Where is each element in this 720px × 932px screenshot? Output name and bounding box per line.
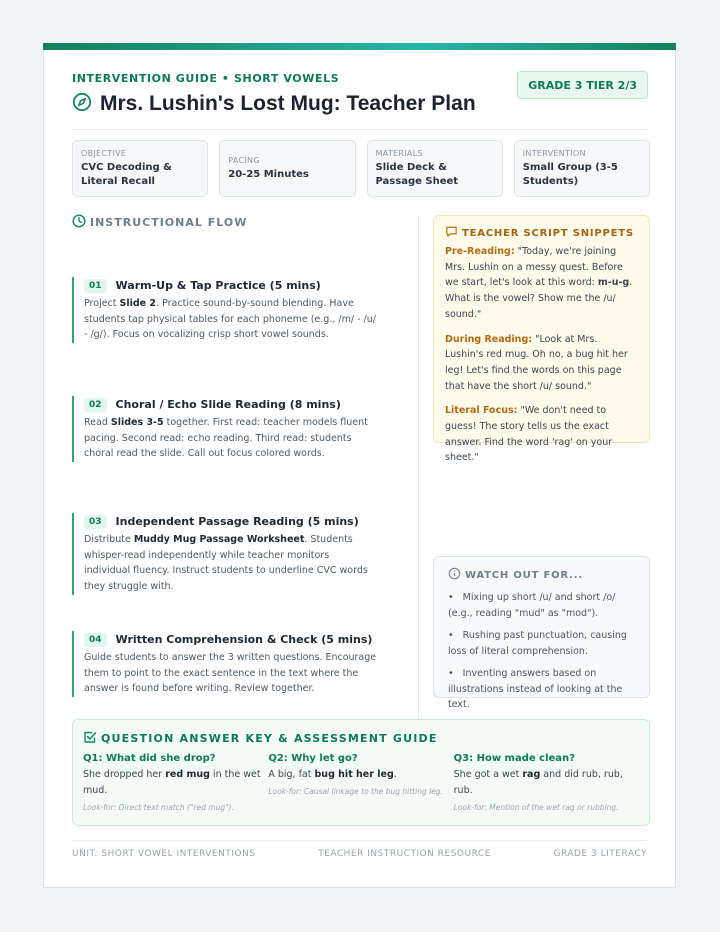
step-body: Project Slide 2. Practice sound-by-sound blending. Have students tap physical tables for each phoneme (e.g., /m/ - /u/ - /g/). Focus on vocalizing crisp short vowel sounds. — [84, 298, 376, 341]
step-number: 01 — [84, 279, 107, 293]
header-kicker: INTERVENTION GUIDE • SHORT VOWELS — [72, 72, 340, 85]
answer-key-item — [268, 753, 453, 812]
watch-item: • Inventing answers based on illustrations instead of looking at the text. — [448, 668, 623, 710]
watch-out-box — [433, 556, 650, 710]
meta-cards — [72, 140, 650, 197]
instructional-flow-heading — [72, 214, 247, 231]
snippet-label: Pre-Reading: — [445, 246, 515, 257]
step-title: Choral / Echo Slide Reading (8 mins) — [115, 398, 341, 411]
emphasis-text: bug hit her leg — [314, 769, 394, 780]
snippet-text: "Today, we're joining Mrs. Lushin on a messy quest. Before we start, let's look at this word: m-u-g. What is the vowel? Show me the /u/ sound." — [445, 246, 633, 320]
step-body: Distribute Muddy Mug Passage Worksheet. Students whisper-read independently while teacher monitors individual fluency. Instruct students to underline CVC words they struggle with. — [84, 534, 368, 593]
meta-card-objective — [72, 140, 208, 197]
snippet-text: "Look at Mrs. Lushin's red mug. Oh no, a bug hit her leg! Let's find the words on this page that have the short /u/ sound." — [445, 333, 628, 392]
grade-badge: GRADE 3 TIER 2/3 — [517, 71, 648, 99]
step-number: 02 — [84, 398, 107, 412]
look-for-note: Look-for: Causal linkage to the bug hitting leg. — [268, 787, 443, 796]
step-title: Independent Passage Reading (5 mins) — [115, 515, 359, 528]
question: Q2: Why let go? — [268, 753, 358, 764]
meta-label: MATERIALS — [375, 148, 423, 158]
meta-label: PACING — [228, 155, 260, 165]
chat-icon — [445, 225, 462, 241]
column-divider — [418, 216, 419, 736]
meta-label: OBJECTIVE — [81, 148, 127, 158]
answer: A big, fat bug hit her leg. — [268, 769, 397, 780]
step-header — [84, 513, 377, 530]
meta-label: INTERVENTION — [522, 148, 586, 158]
step-number: 04 — [84, 633, 107, 647]
answer: She dropped her red mug in the wet mud. — [83, 769, 261, 796]
emphasis-text: m-u-g — [597, 277, 630, 289]
watch-item-text: Mixing up short /u/ and short /o/ (e.g., reading "mud" as "mod"). — [448, 592, 616, 619]
footer-center: TEACHER INSTRUCTION RESOURCE — [318, 849, 491, 859]
header-divider — [72, 129, 647, 130]
step-body: Read Slides 3-5 together. First read: teacher models fluent pacing. Second read: echo reading. Third read: students choral read the slide. Call out focus colored words. — [84, 417, 368, 460]
emphasis-text: red mug — [165, 769, 210, 780]
snippet-label: Literal Focus: — [445, 405, 518, 417]
meta-value: Small Group (3-5 Students) — [522, 161, 618, 187]
meta-card-materials — [367, 140, 503, 197]
step-title: Warm-Up & Tap Practice (5 mins) — [115, 279, 321, 292]
watch-item-text: Inventing answers based on illustrations instead of looking at the text. — [448, 668, 623, 710]
info-icon — [448, 567, 465, 583]
title-row — [72, 92, 476, 116]
answer-key-row — [83, 753, 639, 812]
flow-step — [72, 631, 377, 697]
emphasis-text: Muddy Mug Passage Worksheet — [133, 534, 305, 545]
watch-heading — [448, 567, 635, 583]
section-title: INSTRUCTIONAL FLOW — [90, 216, 248, 229]
answer-key-heading — [83, 730, 639, 747]
section-title: WATCH OUT FOR... — [465, 569, 583, 581]
step-number: 03 — [84, 515, 107, 529]
question: Q3: How made clean? — [453, 753, 575, 764]
flow-step — [72, 396, 377, 462]
snippet-text: "We don't need to guess! The story tells us the exact answer. Find the word 'rag' on your sheet." — [445, 405, 613, 464]
step-title: Written Comprehension & Check (5 mins) — [115, 633, 373, 646]
step-header — [84, 396, 377, 413]
script-snippet — [445, 332, 638, 395]
accent-bar — [43, 43, 676, 50]
answer-key-item — [83, 753, 268, 812]
meta-value: 20-25 Minutes — [228, 168, 309, 180]
emphasis-text: Slides 3-5 — [110, 417, 164, 428]
script-snippet — [445, 403, 638, 466]
section-title: QUESTION ANSWER KEY & ASSESSMENT GUIDE — [101, 732, 438, 745]
meta-value: Slide Deck & Passage Sheet — [375, 161, 459, 187]
step-body: Guide students to answer the 3 written questions. Encourage them to point to the exact sentence in the text where the answer is found before writing. Review together. — [84, 652, 377, 695]
watch-item: • Rushing past punctuation, causing loss of literal comprehension. — [448, 630, 627, 657]
teacher-script-box — [433, 215, 650, 464]
compass-icon — [72, 92, 92, 116]
footer-right: GRADE 3 LITERACY — [553, 849, 647, 859]
checkbox-icon — [83, 730, 101, 747]
answer-key-item — [454, 753, 639, 812]
snippet-label: During Reading: — [445, 333, 533, 345]
watch-item: • Mixing up short /u/ and short /o/ (e.g., reading "mud" as "mod"). — [448, 592, 616, 619]
meta-card-intervention — [514, 140, 650, 197]
step-header — [84, 631, 377, 648]
lesson-plan-page — [43, 43, 676, 888]
footer-left: UNIT: SHORT VOWEL INTERVENTIONS — [72, 849, 256, 859]
look-for-note: Look-for: Direct text match ("red mug"). — [83, 803, 234, 812]
question: Q1: What did she drop? — [83, 753, 216, 764]
meta-value: CVC Decoding & Literal Recall — [81, 161, 172, 187]
flow-step — [72, 513, 377, 595]
answer-key-box — [72, 719, 650, 826]
meta-card-pacing — [219, 140, 355, 197]
script-snippet — [445, 244, 638, 323]
clock-icon — [72, 214, 90, 231]
page-footer — [72, 840, 647, 859]
page-title: Mrs. Lushin's Lost Mug: Teacher Plan — [100, 92, 476, 115]
watch-item-text: Rushing past punctuation, causing loss of literal comprehension. — [448, 630, 627, 657]
look-for-note: Look-for: Mention of the wet rag or rubbing. — [453, 803, 619, 812]
emphasis-text: Slide 2 — [119, 298, 157, 309]
script-heading — [445, 225, 638, 241]
section-title: TEACHER SCRIPT SNIPPETS — [462, 227, 634, 239]
emphasis-text: rag — [522, 769, 541, 780]
flow-step — [72, 277, 377, 343]
step-header — [84, 277, 377, 294]
answer: She got a wet rag and did rub, rub, rub. — [453, 769, 623, 796]
